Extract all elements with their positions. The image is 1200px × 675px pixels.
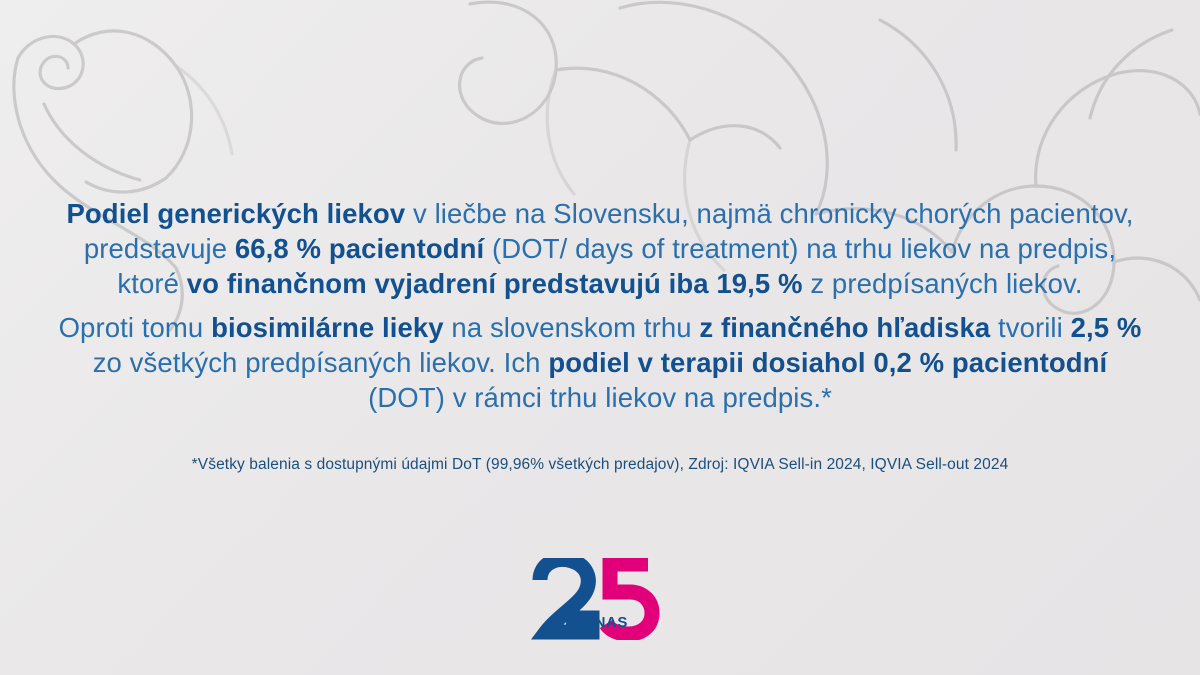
run-bold-5: z finančného hľadiska bbox=[699, 312, 991, 343]
run-bold-1: Podiel generických liekov bbox=[66, 198, 406, 229]
run-plain-1: v liečbe na Slovensku, najmä chronicky chorých pacientov, predstavuje bbox=[83, 198, 1134, 264]
paragraph-generics bbox=[55, 196, 1145, 301]
text-content bbox=[0, 196, 1200, 474]
run-bold-4: biosimilárne lieky bbox=[211, 312, 444, 343]
run-plain-5: na slovenskom trhu bbox=[443, 312, 700, 343]
run-bold-7: podiel v terapii dosiahol 0,2 % pacientodní bbox=[548, 347, 1108, 378]
paragraph-biosimilars bbox=[55, 310, 1145, 415]
run-plain-7: zo všetkých predpísaných liekov. Ich bbox=[92, 347, 549, 378]
run-plain-4: Oproti tomu bbox=[58, 312, 212, 343]
footnote: *Všetky balenia s dostupnými údajmi DoT (99,96% všetkých predajov), Zdroj: IQVIA Sell-in 2024, IQVIA Sell-out 2024 bbox=[191, 456, 1009, 473]
genas-logo bbox=[530, 558, 670, 640]
logo-wordmark: GENAS bbox=[572, 614, 628, 631]
run-bold-3: vo finančnom vyjadrení predstavujú iba 19,5 % bbox=[186, 268, 803, 299]
run-bold-2: 66,8 % pacientodní bbox=[234, 233, 485, 264]
run-plain-2: (DOT/ days of treatment) na trhu liekov na predpis, ktoré bbox=[117, 233, 1117, 299]
run-bold-6: 2,5 % bbox=[1070, 312, 1142, 343]
run-plain-3: z predpísaných liekov. bbox=[802, 268, 1083, 299]
run-plain-8: (DOT) v rámci trhu liekov na predpis.* bbox=[368, 382, 832, 413]
logo-container bbox=[0, 558, 1200, 640]
run-plain-6: tvorili bbox=[990, 312, 1071, 343]
